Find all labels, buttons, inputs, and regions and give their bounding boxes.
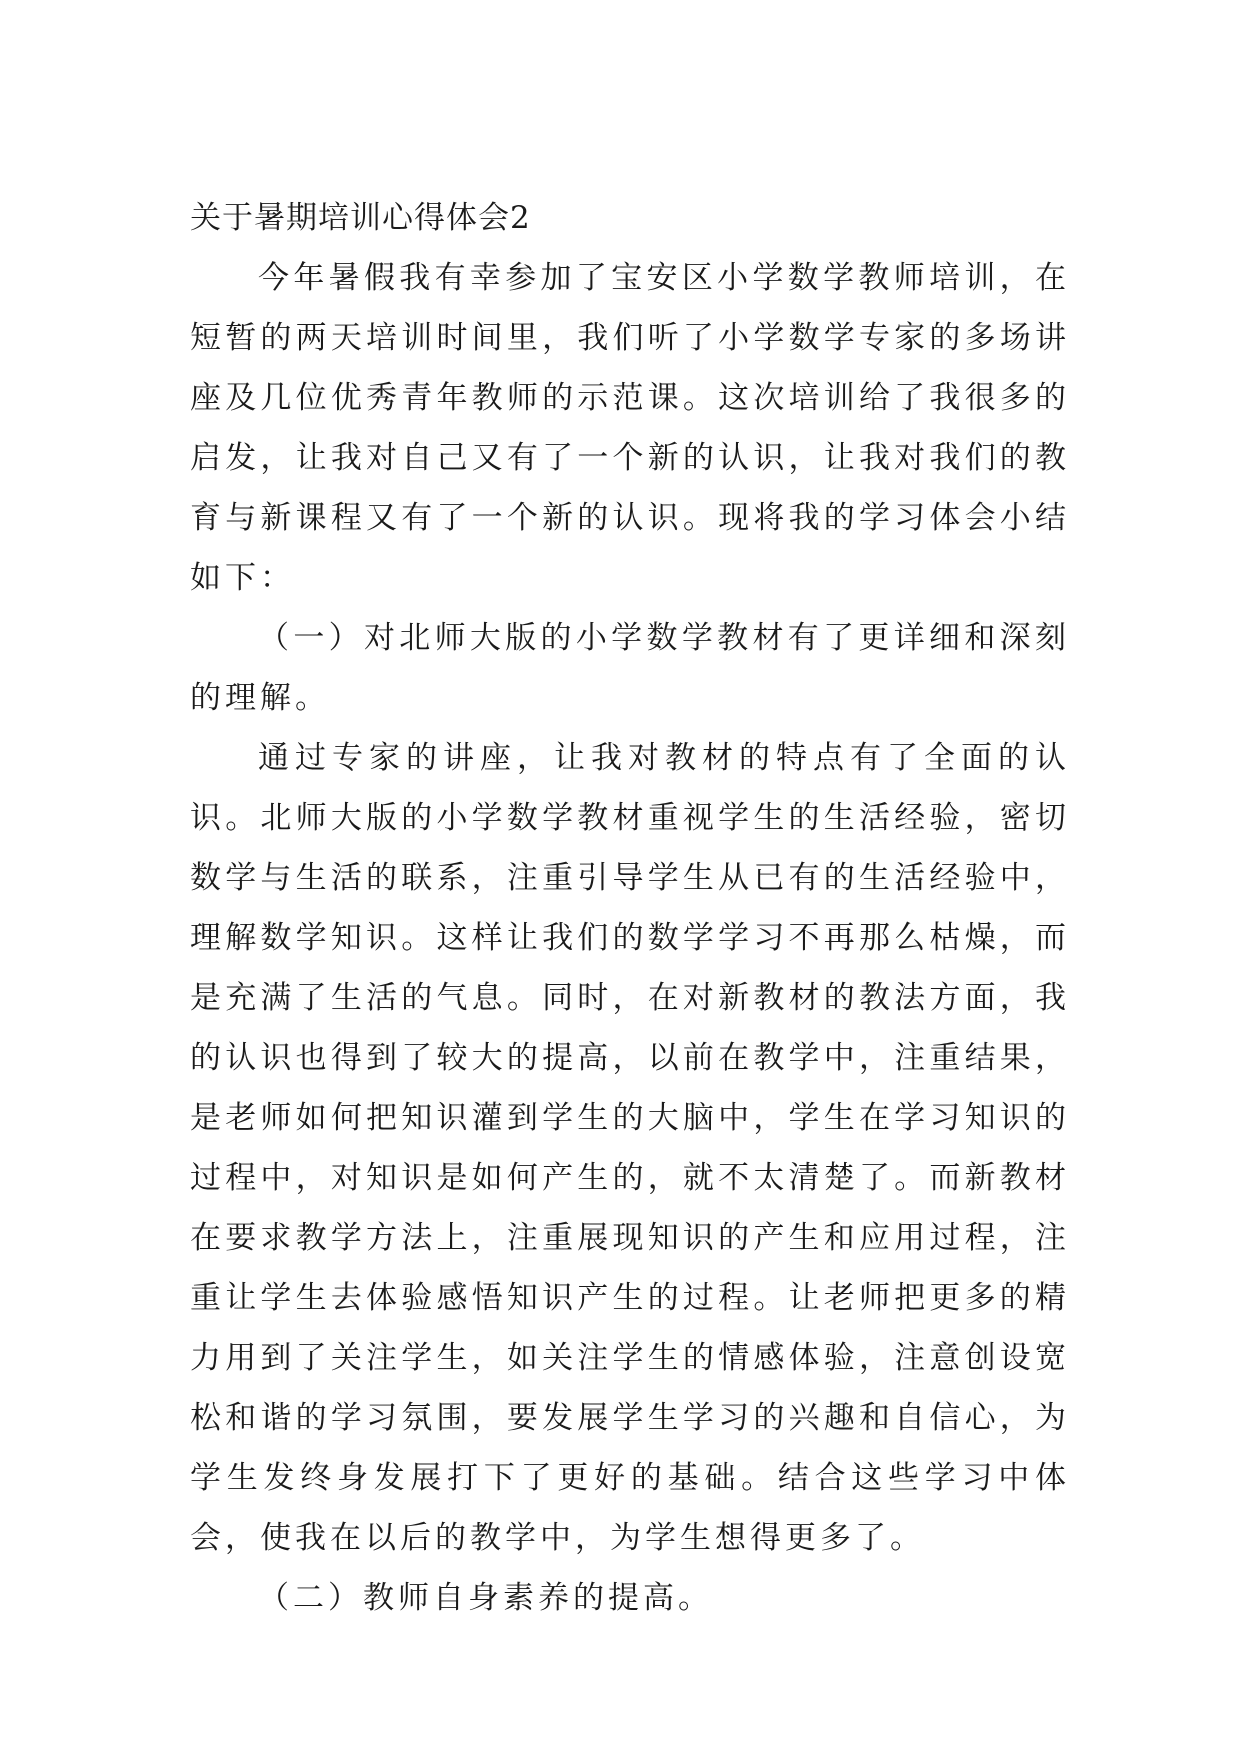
document-body	[190, 188, 1070, 1628]
section-heading-one: （一）对北师大版的小学数学教材有了更详细和深刻的理解。	[190, 620, 1070, 716]
paragraph-section-one: 通过专家的讲座，让我对教材的特点有了全面的认识。北师大版的小学数学教材重视学生的生活经验，密切数学与生活的联系，注重引导学生从已有的生活经验中，理解数学知识。这样让我们的数学学习不再那么枯燥，而是充满了生活的气息。同时，在对新教材的教法方面，我的认识也得到了较大的提高，以前在教学中，注重结果，是老师如何把知识灌到学生的大脑中，学生在学习知识的过程中，对知识是如何产生的，就不太清楚了。而新教材在要求教学方法上，注重展现知识的产生和应用过程，注重让学生去体验感悟知识产生的过程。让老师把更多的精力用到了关注学生，如关注学生的情感体验，注意创设宽松和谐的学习氛围，要发展学生学习的兴趣和自信心，为学生发终身发展打下了更好的基础。结合这些学习中体会，使我在以后的教学中，为学生想得更多了。	[190, 740, 1070, 1556]
paragraph-intro: 今年暑假我有幸参加了宝安区小学数学教师培训，在短暂的两天培训时间里，我们听了小学数学专家的多场讲座及几位优秀青年教师的示范课。这次培训给了我很多的启发，让我对自己又有了一个新的认识，让我对我们的教育与新课程又有了一个新的认识。现将我的学习体会小结如下：	[190, 260, 1070, 596]
document-title: 关于暑期培训心得体会2	[190, 200, 531, 236]
section-heading-two: （二）教师自身素养的提高。	[258, 1580, 713, 1616]
